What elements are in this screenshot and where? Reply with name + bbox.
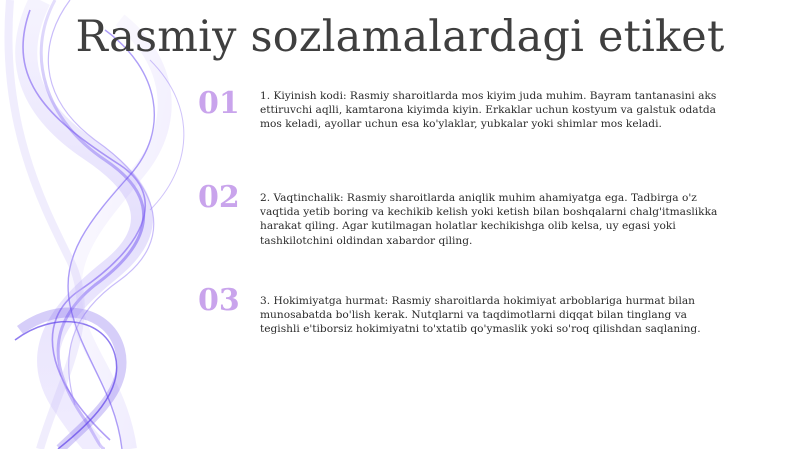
item-text: 2. Vaqtinchalik: Rasmiy sharoitlarda aniqlik muhim ahamiyatga ega. Tadbirga o'z vaqtida yetib boring va kechikib kelish yoki ketish bilan boshqalarni chalg'itmaslikka harakat qiling. Agar kutilmagan holatlar kechikishga olib kelsa, uy egasi yoki tashkilotchini oldindan xabardor qiling. (260, 192, 718, 247)
item-text: 3. Hokimiyatga hurmat: Rasmiy sharoitlarda hokimiyat arboblariga hurmat bilan munosabatda bo'lish kerak. Nutqlarni va taqdimotlarni diqqat bilan tinglang va tegishli e'tiborsiz hokimiyatni to'xtatib qo'ymaslik yoki so'roq qilishdan saqlaning. (260, 295, 701, 336)
item-text: 1. Kiyinish kodi: Rasmiy sharoitlarda mos kiyim juda muhim. Bayram tantanasini aks ettiruvchi aqlli, kamtarona kiyimda kiyin. Erkaklar uchun kostyum va galstuk odatda mos keladi, ayollar uchun esa ko'ylaklar, yubkalar yoki shimlar mos keladi. (260, 90, 717, 131)
item-number: 02 (198, 180, 240, 215)
item-number: 01 (198, 86, 240, 121)
purple-smoke-swirl-decoration (0, 0, 230, 449)
page-title: Rasmiy sozlamalardagi etiket (75, 12, 725, 62)
item-number: 03 (198, 283, 240, 318)
